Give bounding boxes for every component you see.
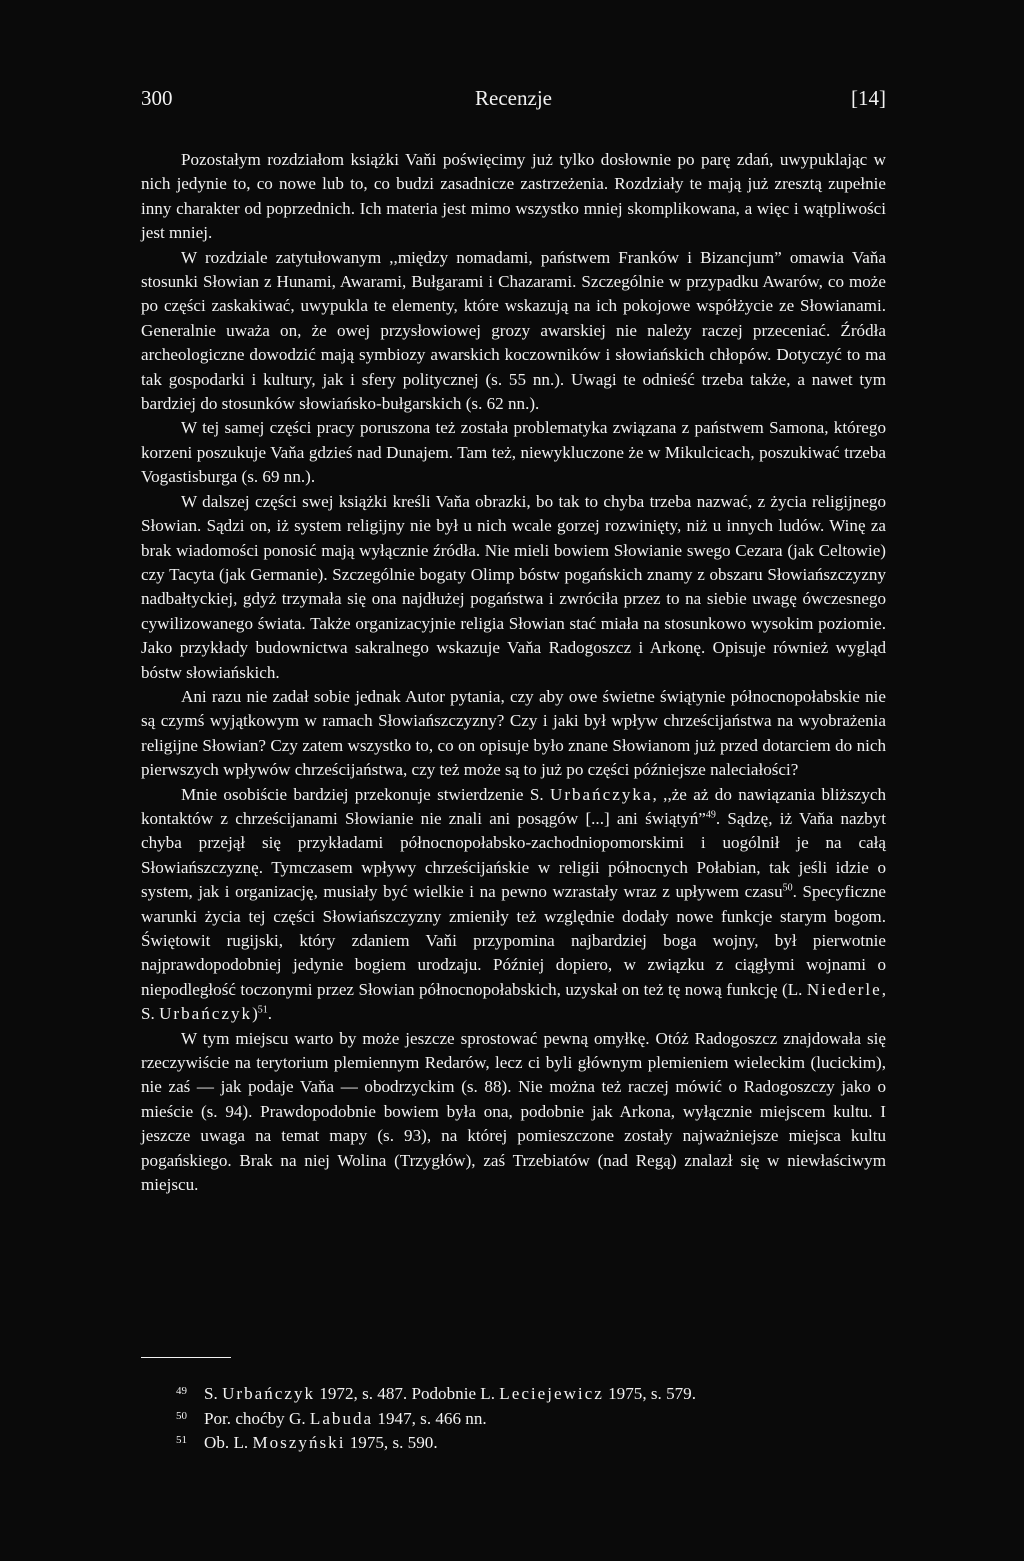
footnote-number: 50 xyxy=(176,1409,187,1422)
page-header xyxy=(141,86,886,111)
text-run: Por. choćby G. xyxy=(204,1408,310,1428)
text-run: , ,,że aż do nawiązania bliższych kontaktów z chrześcijanami Słowianie nie znali ani posągów [...] ani świątyń” xyxy=(141,784,886,828)
text-run: 1972, s. 487. Podobnie L. xyxy=(315,1384,500,1403)
footnote-ref[interactable]: 51 xyxy=(257,1004,268,1016)
paragraph: W rozdziale zatytułowanym ,,między nomadami, państwem Franków i Bizancjum” omawia Vaňa stosunki Słowian z Hunami, Awarami, Bułgarami i Chazarami. Szczególnie w przypadku Awarów, co może po części zaskakiwać, uwypukla te elementy, które wskazują na ich pokojowe współżycie ze Słowianami. Generalnie uważa on, że owej przysłowiowej grozy awarskiej nie należy raczej przeceniać. Źródła archeologiczne dowodzić mają symbiozy awarskich koczowników i słowiańskich chłopów. Dotyczyć to ma tak gospodarki i kultury, jak i sfery politycznej (s. 55 nn.). Uwagi te odnieść trzeba także, a nawet tym bardziej do stosunków słowiańsko-bułgarskich (s. 62 nn.). xyxy=(141,247,886,414)
text-run: Ob. L. xyxy=(204,1433,253,1453)
text-run: ) xyxy=(252,1004,258,1024)
footnote xyxy=(176,1382,886,1407)
footnote-ref[interactable]: 49 xyxy=(705,809,716,821)
text-run: Mnie osobiście bardziej przekonuje stwierdzenie S. xyxy=(181,784,550,804)
author-name: Labuda xyxy=(309,1408,374,1428)
author-name: Urbańczyka xyxy=(549,784,653,804)
text-run: 1975, s. 579. xyxy=(603,1384,696,1403)
footnote-text xyxy=(204,1382,696,1407)
paragraph: Pozostałym rozdziałom książki Vaňi poświęcimy już tylko dosłownie po parę zdań, uwypuklając w nich jedynie to, co nowe lub to, co budzi zasadnicze zastrzeżenia. Rozdziały te mają już zresztą zupełnie inny charakter od poprzednich. Ich materia jest mimo wszystko mniej skomplikowana, a więc i wątpliwości jest mniej. xyxy=(141,150,886,243)
text-run: . Specyficzne warunki życia tej części Słowiańszczyzny zmieniły też względnie dodały nowe funkcje starym bogom. Świętowit rugijski, który zdaniem Vaňi przypomina najbardziej boga wojny, był pierwotnie najprawdopodobniej jedynie bogiem urodzaju. Później dopiero, w związku z ciągłymi wojnami o niepodległość toczonymi przez Słowian północnopołabskich, uzyskał on też tę nową funkcję (L. xyxy=(141,882,886,999)
footnote xyxy=(176,1431,886,1456)
footnote-separator xyxy=(141,1357,231,1358)
footnote-text xyxy=(204,1407,487,1432)
paragraph: Ani razu nie zadał sobie jednak Autor pytania, czy aby owe świetne świątynie północnopołabskie nie są czymś wyjątkowym w ramach Słowiańszczyzny? Czy i jaki był wpływ chrześcijaństwa na wyobrażenia religijne Słowian? Czy zatem wszystko to, co on opisuje było znane Słowianom już przed dotarciem do nich pierwszych wpływów chrześcijaństwa, czy też może są to już po części późniejsze naleciałości? xyxy=(141,686,886,780)
footnote xyxy=(176,1407,886,1432)
footnotes xyxy=(176,1382,886,1456)
section-number: [14] xyxy=(851,86,886,110)
footnote-text xyxy=(204,1431,438,1456)
author-name: Moszyński xyxy=(252,1433,346,1453)
author-name: Urbańczyk xyxy=(159,1004,253,1024)
paragraph xyxy=(141,783,886,1027)
text-run: . xyxy=(267,1004,273,1024)
running-title: Recenzje xyxy=(475,86,552,110)
author-name: Urbańczyk xyxy=(222,1384,316,1403)
text-run: . Sądzę, iż Vaňa nazbyt chyba przejął się przykładami północnopołabsko-zachodniopomorskimi i uogólnił je na całą Słowiańszczyznę. Tymczasem wpływy chrześcijańskie w religii północnych Połabian, tak jeśli idzie o system, jak i organizację, musiały być wielkie i na pewno wzrastały wraz z upływem czasu xyxy=(141,808,887,902)
footnote-number: 49 xyxy=(176,1385,187,1397)
paragraph: W tej samej części pracy poruszona też została problematyka związana z państwem Samona, którego korzeni poszukuje Vaňa gdzieś nad Dunajem. Tam też, niewykluczone że w Mikulcicach, poszukiwać trzeba Vogastisburga (s. 69 nn.). xyxy=(141,418,886,487)
author-name: Niederle xyxy=(806,979,882,999)
main-text xyxy=(141,148,886,1197)
footnote-number: 51 xyxy=(176,1434,187,1447)
page-number: 300 xyxy=(141,86,173,110)
text-run: S. xyxy=(204,1384,223,1403)
footnote-ref[interactable]: 50 xyxy=(782,882,793,894)
text-run: 1975, s. 590. xyxy=(345,1433,438,1453)
paragraph: W tym miejscu warto by może jeszcze sprostować pewną omyłkę. Otóż Radogoszcz znajdowała się rzeczywiście na terytorium plemiennym Redarów, lecz ci byli głównym plemieniem wieleckim (lucickim), nie zaś — jak podaje Vaňa — obodrzyckim (s. 88). Nie można też raczej mówić o Radogoszczy jako o mieście (s. 94). Prawdopodobnie bowiem była ona, podobnie jak Arkona, wyłącznie miejscem kultu. I jeszcze uwaga na temat mapy (s. 93), na której pomieszczone zostały najważniejsze miejsca kultu pogańskiego. Brak na niej Wolina (Trzygłów), zaś Trzebiatów (nad Regą) znalazł się w niewłaściwym miejscu. xyxy=(141,1028,886,1195)
text-run: 1947, s. 466 nn. xyxy=(373,1408,487,1428)
author-name: Leciejewicz xyxy=(499,1384,604,1403)
paragraph: W dalszej części swej książki kreśli Vaňa obrazki, bo tak to chyba trzeba nazwać, z życia religijnego Słowian. Sądzi on, iż system religijny nie był u nich wcale gorzej rozwinięty, niż u innych ludów. Winę za brak wiadomości ponosić mają wyłącznie źródła. Nie mieli bowiem Słowianie swego Cezara (jak Celtowie) czy Tacyta (jak Germanie). Szczególnie bogaty Olimp bóstw pogańskich znamy z obszaru Słowiańszczyzny nadbałtyckiej, gdyż trzymała się ona najdłużej pogaństwa i zwróciła przez to na siebie uwagę ówczesnego cywilizowanego świata. Także organizacyjnie religia Słowian stać miała na stosunkowo wysokim poziomie. Jako przykłady budownictwa sakralnego wskazuje Vaňa Radogoszcz i Arkonę. Opisuje również wygląd bóstw słowiańskich. xyxy=(141,491,886,682)
text-run: , S. xyxy=(141,979,886,1024)
